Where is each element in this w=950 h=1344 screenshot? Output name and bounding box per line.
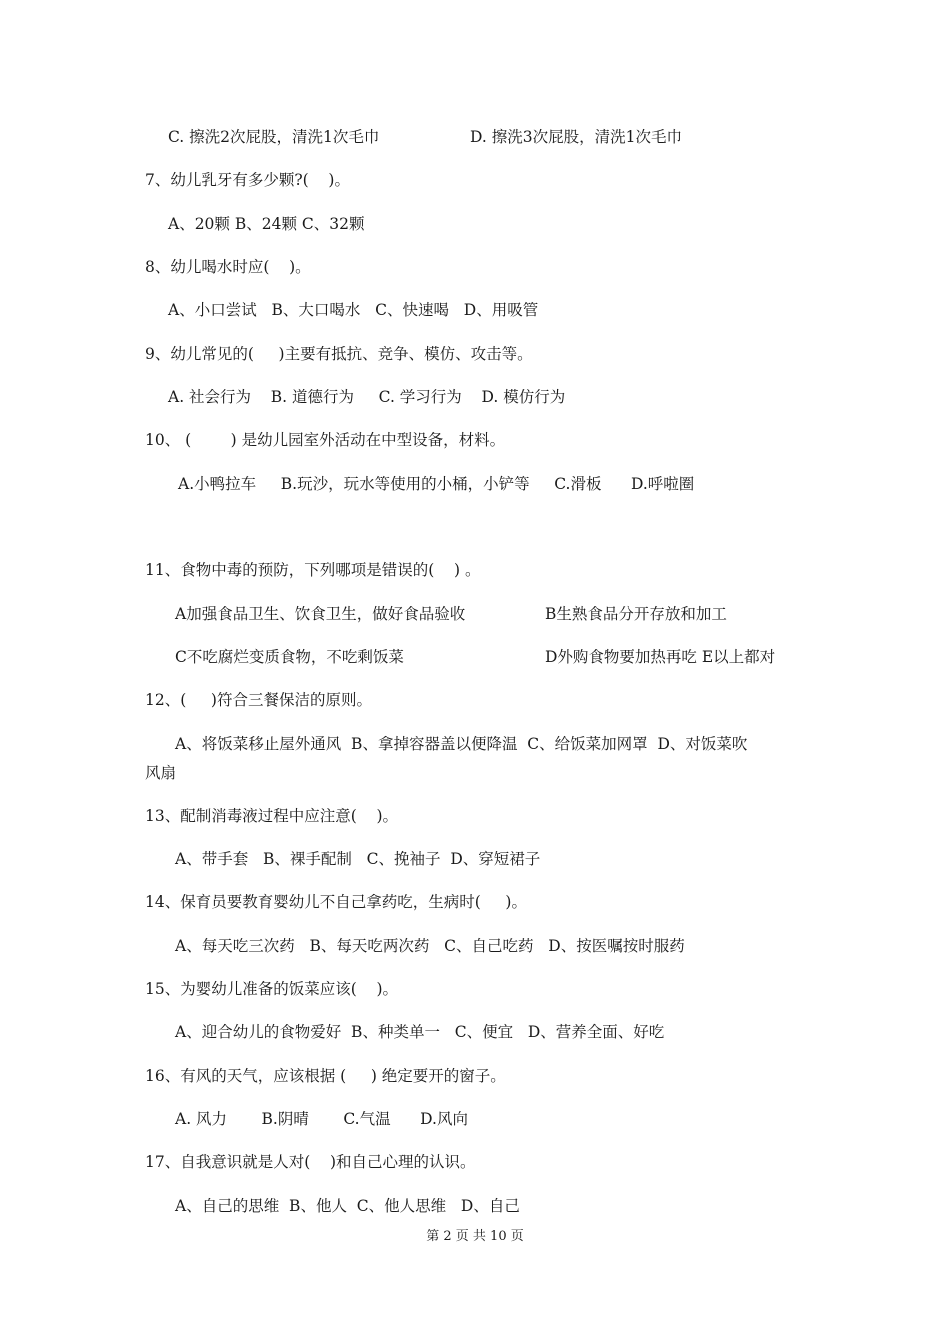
q11-option-a: A加强食品卫生、饮食卫生，做好食品验收 — [175, 605, 466, 623]
q8-options: A、小口尝试 B、大口喝水 C、快速喝 D、用吸管 — [168, 301, 539, 319]
q12-options-wrap: 风扇 — [145, 764, 177, 782]
q14-question: 14、保育员要教育婴幼儿不自己拿药吃，生病时( )。 — [145, 893, 527, 911]
q10-question: 10、 ( ) 是幼儿园室外活动在中型设备，材料。 — [145, 431, 506, 449]
q9-options: A. 社会行为 B. 道德行为 C. 学习行为 D. 模仿行为 — [168, 388, 566, 406]
q7-options: A、20颗 B、24颗 C、32颗 — [168, 215, 365, 233]
q9-question: 9、幼儿常见的( )主要有抵抗、竞争、模仿、攻击等。 — [145, 345, 533, 363]
q13-options: A、带手套 B、裸手配制 C、挽袖子 D、穿短裙子 — [175, 850, 541, 868]
q8-question: 8、幼儿喝水时应( )。 — [145, 258, 311, 276]
q11-question: 11、食物中毒的预防，下列哪项是错误的( ) 。 — [145, 561, 481, 579]
q15-options: A、迎合幼儿的食物爱好 B、种类单一 C、便宜 D、营养全面、好吃 — [175, 1023, 665, 1041]
q10-options: A.小鸭拉车 B.玩沙，玩水等使用的小桶，小铲等 C.滑板 D.呼啦圈 — [178, 475, 695, 493]
page-footer: 第 2 页 共 10 页 — [426, 1229, 524, 1244]
q6-option-d: D. 擦洗3次屁股，清洗1次毛巾 — [470, 128, 682, 146]
q14-options: A、每天吃三次药 B、每天吃两次药 C、自己吃药 D、按医嘱按时服药 — [175, 937, 685, 955]
q7-question: 7、幼儿乳牙有多少颗?( )。 — [145, 171, 350, 189]
q13-question: 13、配制消毒液过程中应注意( )。 — [145, 807, 399, 825]
q12-options: A、将饭菜移止屋外通风 B、拿掉容器盖以便降温 C、给饭菜加网罩 D、对饭菜吹 — [175, 735, 748, 753]
q11-option-b: B生熟食品分开存放和加工 — [545, 605, 727, 623]
q15-question: 15、为婴幼儿准备的饭菜应该( )。 — [145, 980, 399, 998]
q17-question: 17、自我意识就是人对( )和自己心理的认识。 — [145, 1153, 476, 1171]
q12-question: 12、( )符合三餐保洁的原则。 — [145, 691, 372, 709]
q17-options: A、自己的思维 B、他人 C、他人思维 D、自己 — [175, 1197, 520, 1215]
q11-option-c: C不吃腐烂变质食物，不吃剩饭菜 — [175, 648, 404, 666]
q11-option-de: D外购食物要加热再吃 E以上都对 — [545, 648, 776, 666]
q16-question: 16、有风的天气，应该根据 ( ) 绝定要开的窗子。 — [145, 1067, 506, 1085]
q16-options: A. 风力 B.阴晴 C.气温 D.风向 — [175, 1110, 468, 1128]
q6-option-c: C. 擦洗2次屁股，清洗1次毛巾 — [168, 128, 380, 146]
